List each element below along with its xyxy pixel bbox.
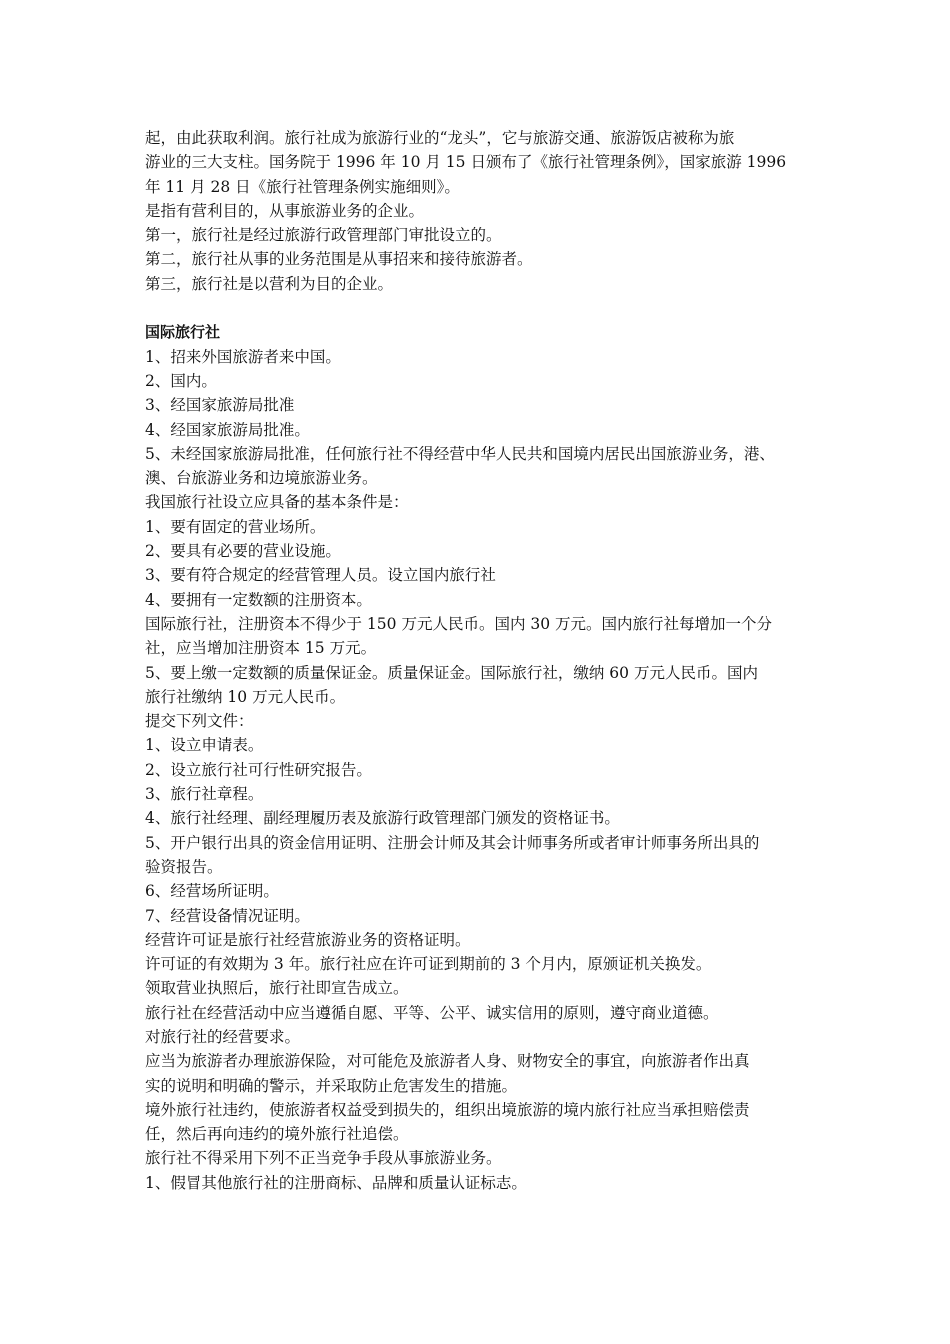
section-heading: 国际旅行社: [145, 323, 221, 342]
text-line: 2、国内。: [145, 371, 217, 390]
text-line: 1、设立申请表。: [145, 736, 264, 755]
text-line: 5、未经国家旅游局批准，任何旅行社不得经营中华人民共和国境内居民出国旅游业务，港、: [145, 444, 775, 463]
text-line: 5、开户银行出具的资金信用证明、注册会计师及其会计师事务所或者审计师事务所出具的: [145, 833, 760, 852]
text-line: 验资报告。: [145, 857, 223, 876]
text-line: 第三，旅行社是以营利为目的企业。: [145, 274, 394, 293]
blank-line: [145, 296, 825, 320]
text-line: 6、经营场所证明。: [145, 882, 279, 901]
text-line: 提交下列文件：: [145, 712, 254, 731]
text-line: 第二，旅行社从事的业务范围是从事招来和接待旅游者。: [145, 250, 533, 269]
text-line: 领取营业执照后，旅行社即宣告成立。: [145, 979, 409, 998]
text-line: 3、经国家旅游局批准: [145, 396, 295, 415]
text-line: 4、旅行社经理、副经理履历表及旅游行政管理部门颁发的资格证书。: [145, 809, 620, 828]
text-line: 社，应当增加注册资本 15 万元。: [145, 639, 377, 658]
text-line: 旅行社缴纳 10 万元人民币。: [145, 687, 346, 706]
text-line: 年 11 月 28 日《旅行社管理条例实施细则》。: [145, 177, 460, 196]
text-line: 7、经营设备情况证明。: [145, 906, 310, 925]
text-line: 1、假冒其他旅行社的注册商标、品牌和质量认证标志。: [145, 1173, 527, 1192]
text-line: 起，由此获取利润。旅行社成为旅游行业的“龙头”，它与旅游交通、旅游饭店被称为旅: [145, 129, 735, 147]
text-line: 是指有营利目的，从事旅游业务的企业。: [145, 201, 425, 220]
text-line: 旅行社不得采用下列不正当竞争手段从事旅游业务。: [145, 1149, 502, 1168]
text-line: 境外旅行社违约，使旅游者权益受到损失的，组织出境旅游的境内旅行社应当承担赔偿责: [145, 1100, 750, 1119]
text-line: 我国旅行社设立应具备的基本条件是：: [145, 493, 409, 512]
text-line: 实的说明和明确的警示，并采取防止危害发生的措施。: [145, 1076, 518, 1095]
text-line: 第一，旅行社是经过旅游行政管理部门审批设立的。: [145, 226, 502, 245]
text-line: 1、要有固定的营业场所。: [145, 517, 326, 536]
text-line: 任，然后再向违约的境外旅行社追偿。: [145, 1125, 409, 1144]
text-line: 3、要有符合规定的经营管理人员。设立国内旅行社: [145, 566, 496, 585]
text-line: 1、招来外国旅游者来中国。: [145, 347, 341, 366]
text-line: 应当为旅游者办理旅游保险，对可能危及旅游者人身、财物安全的事宜，向旅游者作出真: [145, 1052, 750, 1071]
text-line: 经营许可证是旅行社经营旅游业务的资格证明。: [145, 930, 471, 949]
text-line: 4、经国家旅游局批准。: [145, 420, 310, 439]
text-line: 对旅行社的经营要求。: [145, 1027, 301, 1046]
text-line: 3、旅行社章程。: [145, 785, 264, 804]
text-line: 旅行社在经营活动中应当遵循自愿、平等、公平、诚实信用的原则，遵守商业道德。: [145, 1003, 719, 1022]
text-line: 游业的三大支柱。国务院于 1996 年 10 月 15 日颁布了《旅行社管理条例》，国家旅游 1996: [145, 153, 787, 172]
text-line: 2、设立旅行社可行性研究报告。: [145, 760, 372, 779]
document-body: [145, 126, 825, 1195]
text-line: 4、要拥有一定数额的注册资本。: [145, 590, 372, 609]
text-line: 许可证的有效期为 3 年。旅行社应在许可证到期前的 3 个月内，原颁证机关换发。: [145, 955, 712, 974]
text-line: 5、要上缴一定数额的质量保证金。质量保证金。国际旅行社，缴纳 60 万元人民币。国内: [145, 663, 758, 682]
text-line: 2、要具有必要的营业设施。: [145, 542, 341, 561]
text-line: 国际旅行社，注册资本不得少于 150 万元人民币。国内 30 万元。国内旅行社每增加一个分: [145, 614, 773, 633]
text-line: 澳、台旅游业务和边境旅游业务。: [145, 469, 378, 488]
